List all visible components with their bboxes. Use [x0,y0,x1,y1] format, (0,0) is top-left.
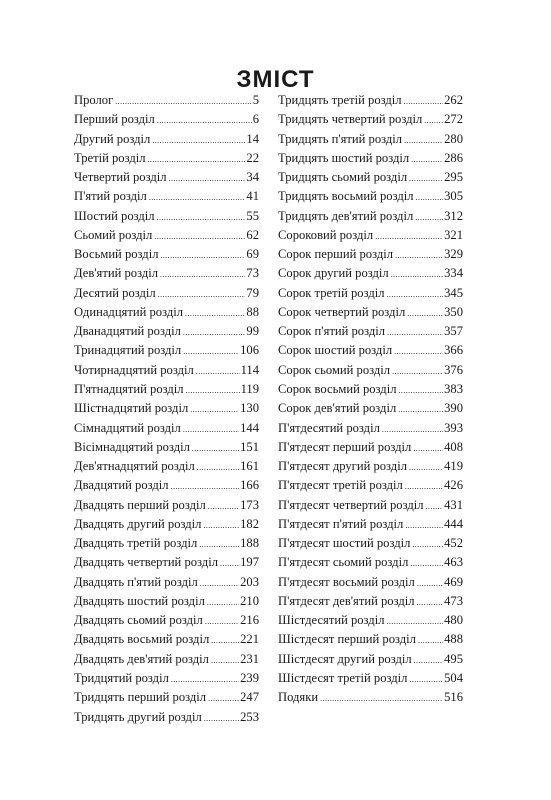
toc-entry-title: Двадцять другий розділ [74,516,202,531]
toc-dot-leader [183,342,239,361]
toc-entry[interactable] [278,226,463,245]
toc-dot-leader [391,265,443,284]
toc-entry[interactable] [74,245,259,264]
toc-entry[interactable] [278,553,463,572]
toc-entry[interactable] [278,669,463,688]
toc-entry-title: Восьмий розділ [74,247,159,262]
toc-entry-page-number: 286 [444,150,463,165]
toc-entry-page-number: 231 [240,651,259,666]
toc-dot-leader [375,227,443,246]
toc-entry-page-number: 345 [444,285,463,300]
toc-entry-title: Двадцять дев'ятий розділ [74,651,209,666]
toc-entry[interactable] [74,303,259,322]
toc-entry-page-number: 408 [444,439,463,454]
toc-entry-page-number: 463 [444,555,463,570]
toc-entry[interactable] [74,284,259,303]
page-title: ЗМІСТ [236,66,315,94]
toc-entry-page-number: 272 [444,112,463,127]
toc-entry-page-number: 106 [240,343,259,358]
toc-dot-leader [211,631,239,650]
toc-entry[interactable] [278,476,463,495]
toc-entry-page-number: 383 [444,381,463,396]
toc-entry-page-number: 329 [444,247,463,262]
toc-entry[interactable] [278,361,463,380]
toc-dot-leader [387,323,443,342]
toc-entry[interactable] [278,303,463,322]
toc-dot-leader [190,400,239,419]
toc-entry-title: Сорок третій розділ [278,285,385,300]
toc-entry[interactable] [74,708,259,727]
toc-entry[interactable] [278,264,463,283]
toc-entry[interactable] [74,688,259,707]
toc-dot-leader [183,323,246,342]
toc-entry[interactable] [74,226,259,245]
toc-dot-leader [387,612,444,631]
toc-dot-leader [157,111,252,130]
toc-dot-leader [152,131,245,150]
toc-entry-page-number: 79 [246,285,259,300]
toc-dot-leader [426,497,444,516]
toc-entry[interactable] [74,399,259,418]
toc-entry-page-number: 55 [246,208,259,223]
toc-entry-title: П'ятдесят дев'ятий розділ [278,593,415,608]
toc-entry-title: П'ятий розділ [74,189,147,204]
toc-entry-title: Другий розділ [74,131,151,146]
toc-entry[interactable] [278,457,463,476]
toc-entry-page-number: 321 [444,227,463,242]
toc-dot-leader [409,458,443,477]
toc-entry-page-number: 334 [444,266,463,281]
toc-entry-page-number: 119 [240,381,259,396]
toc-entry-page-number: 469 [444,574,463,589]
toc-entry-title: Тридцять перший розділ [74,690,207,705]
toc-dot-leader [149,188,246,207]
toc-entry-title: Шістнадцятий розділ [74,401,189,416]
toc-entry[interactable] [278,91,463,110]
toc-entry-title: Шістдесят перший розділ [278,632,416,647]
toc-entry[interactable] [278,630,463,649]
toc-entry[interactable] [74,91,259,110]
toc-entry-title: Вісімнадцятий розділ [74,439,190,454]
toc-entry-title: П'ятдесят перший розділ [278,439,412,454]
toc-entry-page-number: 516 [444,690,463,705]
toc-entry[interactable] [74,264,259,283]
toc-entry[interactable] [74,438,259,457]
toc-entry-page-number: 34 [246,170,259,185]
toc-entry-title: Десятий розділ [74,285,156,300]
toc-entry-page-number: 253 [240,709,259,724]
toc-dot-leader [211,651,239,670]
toc-entry-page-number: 376 [444,362,463,377]
toc-entry-page-number: 480 [444,613,463,628]
toc-entry[interactable] [74,534,259,553]
toc-entry[interactable] [278,149,463,168]
toc-entry-page-number: 5 [252,93,259,107]
toc-entry-page-number: 62 [246,227,259,242]
toc-entry-title: Сороковий розділ [278,227,374,242]
toc-entry[interactable] [278,592,463,611]
toc-entry-page-number: 247 [240,690,259,705]
toc-dot-leader [199,535,239,554]
toc-entry-title: Четвертий розділ [74,170,167,185]
toc-entry[interactable] [74,380,259,399]
toc-entry-title: Перший розділ [74,112,155,127]
toc-entry-title: Сорок другий розділ [278,266,389,281]
toc-entry-title: Тридцять шостий розділ [278,150,410,165]
toc-dot-leader [204,709,239,728]
toc-entry-title: Сорок четвертий розділ [278,304,406,319]
toc-dot-leader [197,458,239,477]
toc-entry-title: Шістдесят третій розділ [278,670,408,685]
toc-entry-page-number: 357 [444,324,463,339]
toc-entry-page-number: 203 [240,574,259,589]
toc-entry[interactable] [278,168,463,187]
toc-entry-title: Дев'ятий розділ [74,266,159,281]
toc-dot-leader [203,516,239,535]
toc-entry-page-number: 210 [240,593,259,608]
toc-entry[interactable] [74,611,259,630]
toc-entry-page-number: 99 [246,324,259,339]
toc-entry[interactable] [278,380,463,399]
toc-entry-title: Сорок восьмий розділ [278,381,397,396]
toc-entry-title: Шістдесят другий розділ [278,651,412,666]
toc-entry-title: П'ятдесят третій розділ [278,478,403,493]
toc-dot-leader [208,689,239,708]
toc-entry-title: Дев'ятнадцятий розділ [74,459,195,474]
toc-entry-page-number: 350 [444,304,463,319]
toc-entry-page-number: 166 [240,478,259,493]
toc-entry-page-number: 188 [240,536,259,551]
toc-entry-title: Сорок шостий розділ [278,343,393,358]
toc-entry-title: Шостий розділ [74,208,155,223]
toc-entry[interactable] [74,650,259,669]
toc-entry-title: Тридцять другий розділ [74,709,202,724]
toc-entry-title: П'ятдесят другий розділ [278,459,407,474]
toc-entry-page-number: 295 [444,170,463,185]
toc-entry-page-number: 473 [444,593,463,608]
toc-dot-leader [411,150,443,169]
toc-entry-page-number: 41 [246,189,259,204]
toc-entry[interactable] [278,573,463,592]
toc-entry[interactable] [278,515,463,534]
toc-dot-leader [186,381,240,400]
toc-entry-page-number: 426 [444,478,463,493]
toc-entry-page-number: 197 [240,555,259,570]
toc-entry[interactable] [278,207,463,226]
toc-entry-page-number: 151 [240,439,259,454]
toc-dot-leader [409,169,443,188]
toc-dot-leader [398,400,443,419]
toc-dot-leader [412,535,443,554]
toc-entry-page-number: 73 [246,266,259,281]
toc-entry-page-number: 216 [240,613,259,628]
toc-entry-page-number: 312 [444,208,463,223]
toc-entry-page-number: 69 [246,247,259,262]
toc-dot-leader [424,111,443,130]
toc-dot-leader [158,285,246,304]
toc-entry[interactable] [74,630,259,649]
toc-entry[interactable] [278,419,463,438]
toc-entry-title: Сорок сьомий розділ [278,362,391,377]
toc-entry-title: Сімнадцятий розділ [74,420,181,435]
toc-dot-leader [410,554,443,573]
toc-dot-leader [407,304,443,323]
toc-entry[interactable] [74,322,259,341]
toc-dot-leader [160,265,245,284]
toc-entry-title: Двадцять третій розділ [74,536,198,551]
toc-entry-page-number: 488 [444,632,463,647]
toc-dot-leader [171,477,240,496]
toc-dot-leader [395,246,443,265]
toc-entry[interactable] [74,110,259,129]
toc-entry-title: Тридцять четвертий розділ [278,112,423,127]
toc-entry-page-number: 305 [444,189,463,204]
toc-dot-leader [382,420,443,439]
toc-dot-leader [115,92,251,111]
toc-entry-page-number: 22 [246,150,259,165]
toc-dot-leader [414,651,443,670]
toc-entry[interactable] [74,669,259,688]
toc-entry-page-number: 161 [240,459,259,474]
toc-entry-title: Двадцять шостий розділ [74,593,205,608]
toc-entry-title: Сьомий розділ [74,227,153,242]
toc-dot-leader [405,477,443,496]
toc-dot-leader [157,208,246,227]
toc-dot-leader [405,516,443,535]
toc-entry-title: П'ятдесят четвертий розділ [278,497,424,512]
toc-entry-page-number: 444 [444,516,463,531]
toc-dot-leader [387,285,444,304]
toc-entry[interactable] [278,399,463,418]
toc-entry-title: Двадцять восьмий розділ [74,632,210,647]
toc-entry[interactable] [278,438,463,457]
toc-entry[interactable] [278,611,463,630]
toc-entry-title: Шістдесятий розділ [278,613,385,628]
toc-entry-title: Третій розділ [74,150,146,165]
toc-entry-title: Двадцять перший розділ [74,497,206,512]
toc-entry-page-number: 221 [240,632,259,647]
toc-entry-title: Тринадцятий розділ [74,343,182,358]
toc-entry-page-number: 239 [240,670,259,685]
toc-dot-leader [192,439,239,458]
toc-entry-page-number: 390 [444,401,463,416]
toc-entry-title: Двадцять сьомий розділ [74,613,203,628]
toc-entry-page-number: 366 [444,343,463,358]
toc-dot-leader [160,246,245,265]
toc-entry-title: П'ятдесят восьмий розділ [278,574,415,589]
toc-dot-leader [413,439,443,458]
toc-dot-leader [207,593,239,612]
toc-entry[interactable] [278,284,463,303]
toc-entry[interactable] [278,688,463,707]
toc-entry-page-number: 114 [240,362,259,377]
toc-entry[interactable] [74,168,259,187]
toc-dot-leader [183,420,239,439]
toc-entry-page-number: 6 [252,112,259,127]
toc-dot-leader [171,670,239,689]
toc-entry-page-number: 173 [240,497,259,512]
toc-entry[interactable] [74,496,259,515]
toc-entry-page-number: 14 [246,131,259,146]
toc-dot-leader [394,342,443,361]
toc-entry[interactable] [74,149,259,168]
toc-entry-page-number: 130 [240,401,259,416]
toc-entry[interactable] [74,592,259,611]
toc-dot-leader [154,227,245,246]
toc-entry-page-number: 280 [444,131,463,146]
toc-entry-title: П'ятдесят шостий розділ [278,536,411,551]
toc-entry-page-number: 144 [240,420,259,435]
toc-entry-title: Тридцять сьомий розділ [278,170,408,185]
toc-dot-leader [399,381,444,400]
toc-entry-title: Пролог [74,93,114,107]
toc-entry[interactable] [278,650,463,669]
toc-dot-leader [409,670,443,689]
toc-entry-title: Чотирнадцятий розділ [74,362,194,377]
toc-entry[interactable] [278,496,463,515]
toc-entry-title: П'ятдесят сьомий розділ [278,555,409,570]
toc-entry-title: Сорок дев'ятий розділ [278,401,397,416]
toc-entry-page-number: 88 [246,304,259,319]
toc-entry-page-number: 452 [444,536,463,551]
toc-entry[interactable] [278,341,463,360]
toc-entry-title: Сорок перший розділ [278,247,394,262]
toc-entry[interactable] [74,419,259,438]
toc-dot-leader [415,208,443,227]
toc-entry[interactable] [278,110,463,129]
toc-entry-title: Подяки [278,690,319,705]
toc-entry-page-number: 495 [444,651,463,666]
toc-entry-page-number: 393 [444,420,463,435]
toc-entry[interactable] [74,476,259,495]
toc-entry-title: Тридцять п'ятий розділ [278,131,403,146]
toc-entry-title: Двадцятий розділ [74,478,169,493]
toc-dot-leader [417,593,444,612]
toc-entry[interactable] [74,187,259,206]
toc-entry[interactable] [74,573,259,592]
toc-entry-title: Тридцять восьмий розділ [278,189,414,204]
toc-dot-leader [320,689,443,708]
toc-entry-page-number: 431 [444,497,463,512]
toc-entry-title: Тридцятий розділ [74,670,169,685]
toc-entry[interactable] [74,553,259,572]
toc-dot-leader [416,188,444,207]
toc-dot-leader [392,362,443,381]
toc-dot-leader [418,631,443,650]
toc-entry-title: Двадцять п'ятий розділ [74,574,198,589]
toc-entry[interactable] [74,207,259,226]
toc-dot-leader [220,554,239,573]
toc-dot-leader [169,169,246,188]
toc-entry-title: П'ятнадцятий розділ [74,381,184,396]
toc-entry-title: Сорок п'ятий розділ [278,324,386,339]
toc-dot-leader [196,362,240,381]
toc-dot-leader [205,612,239,631]
toc-entry[interactable] [278,322,463,341]
toc-entry-title: Одинадцятий розділ [74,304,184,319]
toc-column-right [278,91,463,708]
toc-entry-title: Тридцять третій розділ [278,93,402,107]
toc-entry[interactable] [278,187,463,206]
toc-entry[interactable] [278,534,463,553]
toc-dot-leader [185,304,245,323]
toc-entry[interactable] [278,130,463,149]
toc-entry-page-number: 504 [444,670,463,685]
toc-dot-leader [404,131,443,150]
toc-entry[interactable] [74,457,259,476]
toc-entry-title: П'ятдесятий розділ [278,420,380,435]
toc-dot-leader [208,497,239,516]
toc-entry[interactable] [74,341,259,360]
toc-entry[interactable] [74,515,259,534]
toc-entry-page-number: 182 [240,516,259,531]
toc-dot-leader [417,574,443,593]
toc-entry-page-number: 262 [444,93,463,107]
toc-entry[interactable] [74,361,259,380]
toc-entry[interactable] [74,130,259,149]
toc-entry[interactable] [278,245,463,264]
toc-entry-title: Двадцять четвертий розділ [74,555,218,570]
toc-column-left [74,91,259,727]
toc-entry-title: Дванадцятий розділ [74,324,181,339]
toc-dot-leader [148,150,246,169]
toc-entry-title: П'ятдесят п'ятий розділ [278,516,404,531]
toc-dot-leader [200,574,239,593]
toc-entry-page-number: 419 [444,459,463,474]
toc-dot-leader [404,92,444,111]
toc-entry-title: Тридцять дев'ятий розділ [278,208,414,223]
